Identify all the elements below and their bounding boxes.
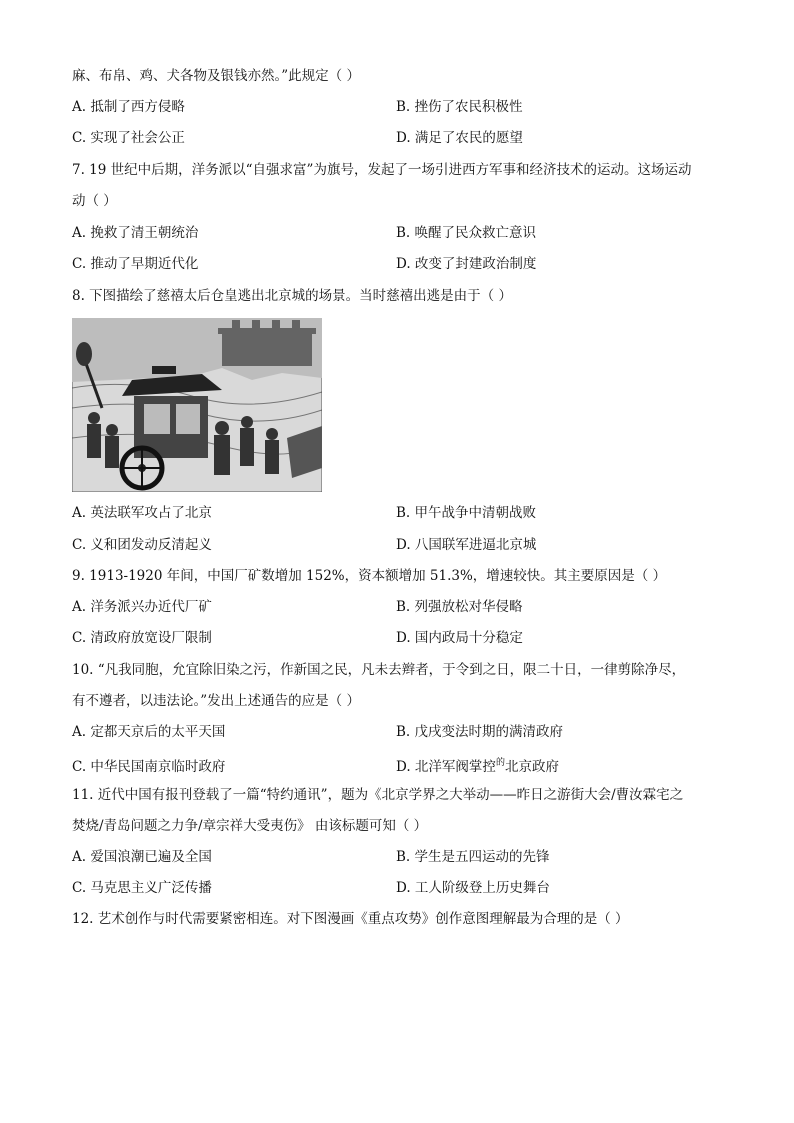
q9-option-c[interactable]: C. 清政府放宽设厂限制 [72,630,212,646]
q9-option-b[interactable]: B. 列强放松对华侵略 [396,599,523,615]
q6-option-d[interactable]: D. 满足了农民的愿望 [396,130,523,146]
q9-option-d[interactable]: D. 国内政局十分稳定 [396,630,523,646]
q7-stem-line1: 7. 19 世纪中后期，洋务派以“自强求富”为旗号，发起了一场引进西方军事和经济技术的运动。这场运动 [72,162,692,178]
q10-option-d[interactable] [396,757,559,779]
q6-option-c[interactable]: C. 实现了社会公正 [72,130,185,146]
q11-option-a[interactable]: A. 爱国浪潮已遍及全国 [72,849,212,865]
q11-option-c[interactable]: C. 马克思主义广泛传播 [72,880,212,896]
q7-option-d[interactable]: D. 改变了封建政治制度 [396,256,537,272]
q10-stem-line2: 有不遵者，以违法论。”发出上述通告的应是（ ） [72,693,360,709]
q11-stem-line2: 焚烧/青岛问题之力争/章宗祥大受夷伤》 由该标题可知（ ） [72,818,428,834]
q7-option-a[interactable]: A. 挽救了清王朝统治 [72,225,199,241]
q9-stem: 9. 1913-1920 年间，中国厂矿数增加 152%，资本额增加 51.3%，增速较快。其主要原因是（ ） [72,568,667,584]
q6-option-a[interactable]: A. 抵制了西方侵略 [72,99,185,115]
q7-option-b[interactable]: B. 唤醒了民众救亡意识 [396,225,537,241]
q8-option-c[interactable]: C. 义和团发动反清起义 [72,537,212,553]
empress-flight-illustration [72,318,322,492]
q7-stem-line2: 动（ ） [72,193,117,209]
q10-option-a[interactable]: A. 定都天京后的太平天国 [72,724,226,740]
q11-option-d[interactable]: D. 工人阶级登上历史舞台 [396,880,550,896]
q8-option-b[interactable]: B. 甲午战争中清朝战败 [396,505,537,521]
q11-option-b[interactable]: B. 学生是五四运动的先锋 [396,849,550,865]
q10-option-c[interactable]: C. 中华民国南京临时政府 [72,759,226,775]
q6-stem-tail: 麻、布帛、鸡、犬各物及银钱亦然。”此规定（ ） [72,68,360,84]
q10-option-b[interactable]: B. 戊戌变法时期的满清政府 [396,724,564,740]
q10-stem-line1: 10. “凡我同胞，允宜除旧染之污，作新国之民，凡未去辫者，于令到之日，限二十日，一律剪除净尽， [72,662,686,678]
q12-stem: 12. 艺术创作与时代需要紧密相连。对下图漫画《重点攻势》创作意图理解最为合理的是（ ） [72,911,629,927]
q8-stem: 8. 下图描绘了慈禧太后仓皇逃出北京城的场景。当时慈禧出逃是由于（ ） [72,288,512,304]
q10-option-d-text: D. 北洋军阀掌控 [396,759,496,775]
q7-option-c[interactable]: C. 推动了早期近代化 [72,256,199,272]
q10-option-d-superscript: 的 [495,758,505,768]
q11-stem-line1: 11. 近代中国有报刊登载了一篇“特约通讯”，题为《北京学界之大举动——昨日之游街大会/曹汝霖宅之 [72,787,684,803]
q8-option-d[interactable]: D. 八国联军进逼北京城 [396,537,537,553]
q6-option-b[interactable]: B. 挫伤了农民积极性 [396,99,523,115]
q10-option-d-text-end: 北京政府 [504,759,559,775]
q8-option-a[interactable]: A. 英法联军攻占了北京 [72,505,212,521]
q9-option-a[interactable]: A. 洋务派兴办近代厂矿 [72,599,212,615]
